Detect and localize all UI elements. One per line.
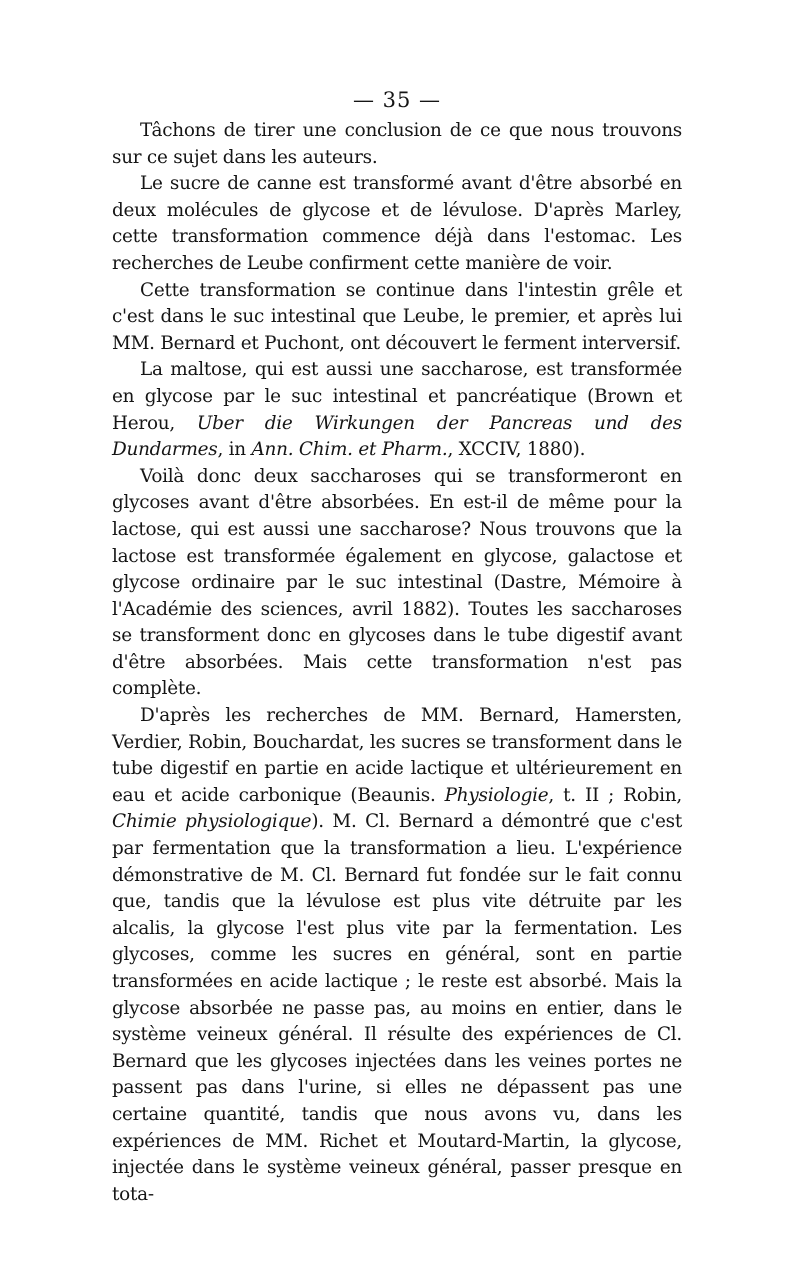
paragraph <box>112 278 682 358</box>
paragraph <box>112 703 682 1208</box>
italic-title: Physiologie <box>444 784 549 806</box>
text-run: ). M. Cl. Bernard a démontré que c'est par fermentation que la transformation a lieu. L'expérience démonstrative de M. Cl. Bernard fut fondée sur le fait connu que, tandis que la lévulose est plus vite détruite par les alcalis, la glycose l'est plus vite par la fermentation. Les glycoses, comme les sucres en général, sont en partie transformées en acide lactique ; le reste est absorbé. Mais la glycose absorbée ne passe pas, au moins en entier, dans le système veineux général. Il résulte des expériences de Cl. Bernard que les glycoses injectées dans les veines portes ne passent pas dans l'urine, si elles ne dépassent pas une certaine quantité, tandis que nous avons vu, dans les expériences de MM. Richet et Moutard-Martin, la glycose, injectée dans le système veineux général, passer presque en tota- <box>112 811 683 1205</box>
italic-title: Uber die Wirkungen der Pancreas und des Dundarmes <box>112 412 682 461</box>
text-run: Cette transformation se continue dans l'intestin grêle et c'est dans le suc intestinal que Leube, le premier, et après lui MM. Bernard et Puchont, ont découvert le ferment interversif. <box>112 279 682 354</box>
paragraph <box>112 357 682 463</box>
italic-title: Chimie physiologique <box>112 811 312 833</box>
paragraph <box>112 118 682 171</box>
paragraph <box>112 171 682 277</box>
italic-journal: Ann. Chim. et Pharm. <box>251 439 448 461</box>
text-run: , t. II ; Robin, <box>548 784 682 806</box>
text-run: , in <box>217 439 252 461</box>
text-run: D'après les recherches de MM. Bernard, Hamersten, Verdier, Robin, Bouchardat, les sucres se transforment dans le tube digestif en partie en acide lactique et ultérieurement en eau et acide carbonique (Beaunis. <box>112 705 682 806</box>
document-page <box>112 0 682 1262</box>
text-run: La maltose, qui est aussi une saccharose, est transformée en glycose par le suc intestinal et pancréatique (Brown et Herou, <box>112 359 682 434</box>
page-number: — 35 — <box>352 88 442 112</box>
text-run: , XCCIV, 1880). <box>447 439 586 461</box>
paragraph <box>112 464 682 703</box>
text-run: Tâchons de tirer une conclusion de ce que nous trouvons sur ce sujet dans les auteurs. <box>112 120 682 168</box>
text-run: Le sucre de canne est transformé avant d'être absorbé en deux molécules de glycose et de lévulose. D'après Marley, cette transformation commence déjà dans l'estomac. Les recherches de Leube confirment cette manière de voir. <box>112 173 682 274</box>
body-text <box>112 118 682 1208</box>
text-run: Voilà donc deux saccharoses qui se transformeront en glycoses avant d'être absorbées. En est-il de même pour la lactose, qui est aussi une saccharose? Nous trouvons que la lactose est transformée également en glycose, galactose et glycose ordinaire par le suc intestinal (Dastre, Mémoire à l'Académie des sciences, avril 1882). Toutes les saccharoses se transforment donc en glycoses dans le tube digestif avant d'être absorbées. Mais cette transformation n'est pas complète. <box>112 465 682 700</box>
